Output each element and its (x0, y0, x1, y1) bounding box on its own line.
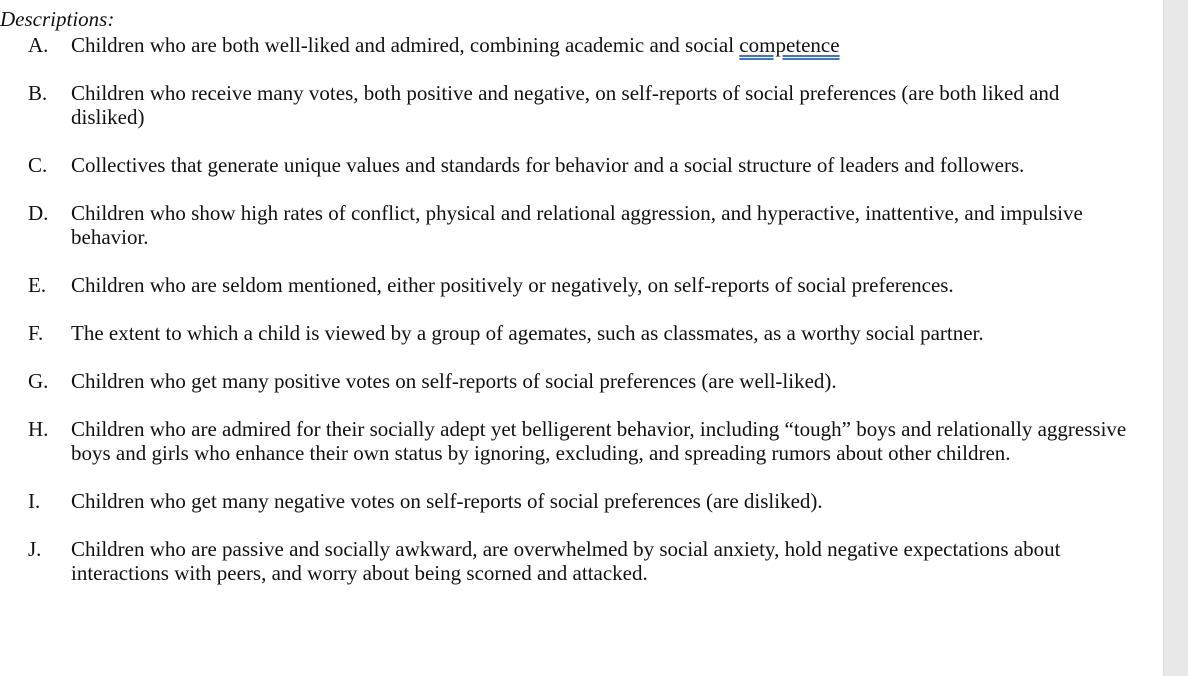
item-text: Collectives that generate unique values and standards for behavior and a social structure of leaders and followers. (71, 153, 1025, 177)
vertical-scrollbar[interactable] (1163, 0, 1188, 676)
descriptions-list (28, 33, 1138, 609)
item-text: Children who are passive and socially awkward, are overwhelmed by social anxiety, hold negative expectations about interactions with peers, and worry about being scorned and attacked. (71, 537, 1061, 585)
item-letter: D. (28, 201, 49, 225)
list-item-b (28, 81, 1138, 129)
item-letter: H. (28, 417, 49, 441)
list-item-a (28, 33, 1138, 57)
item-text: Children who are seldom mentioned, either positively or negatively, on self-reports of social preferences. (71, 273, 954, 297)
item-text: Children who get many positive votes on self-reports of social preferences (are well-liked). (71, 369, 837, 393)
list-item-c (28, 153, 1138, 177)
list-item-j (28, 537, 1138, 585)
item-text (71, 33, 1138, 57)
list-item-e (28, 273, 1138, 297)
list-item-d (28, 201, 1138, 249)
item-letter: G. (28, 369, 49, 393)
item-letter: A. (28, 33, 49, 57)
item-letter: E. (28, 273, 47, 297)
item-text: Children who show high rates of conflict, physical and relational aggression, and hyperactive, inattentive, and impulsive behavior. (71, 201, 1083, 249)
item-text-main: Children who are both well-liked and admired, combining academic and social (71, 33, 740, 57)
item-text: Children who get many negative votes on self-reports of social preferences (are disliked). (71, 489, 823, 513)
item-letter: C. (28, 153, 48, 177)
item-text: The extent to which a child is viewed by a group of agemates, such as classmates, as a worthy social partner. (71, 321, 984, 345)
item-letter: I. (28, 489, 41, 513)
list-item-g (28, 369, 1138, 393)
list-item-h (28, 417, 1138, 465)
item-text: Children who receive many votes, both positive and negative, on self-reports of social preferences (are both liked and disliked) (71, 81, 1060, 129)
list-item-f (28, 321, 1138, 345)
item-letter: F. (28, 321, 44, 345)
spellcheck-underlined-word[interactable]: competence (739, 33, 840, 57)
descriptions-heading: Descriptions: (0, 7, 115, 31)
item-letter: B. (28, 81, 48, 105)
item-letter: J. (28, 537, 42, 561)
list-item-i (28, 489, 1138, 513)
item-text: Children who are admired for their socially adept yet belligerent behavior, including “tough” boys and relationally aggressive boys and girls who enhance their own status by ignoring, excluding, and spreading rumors about other children. (71, 417, 1127, 465)
